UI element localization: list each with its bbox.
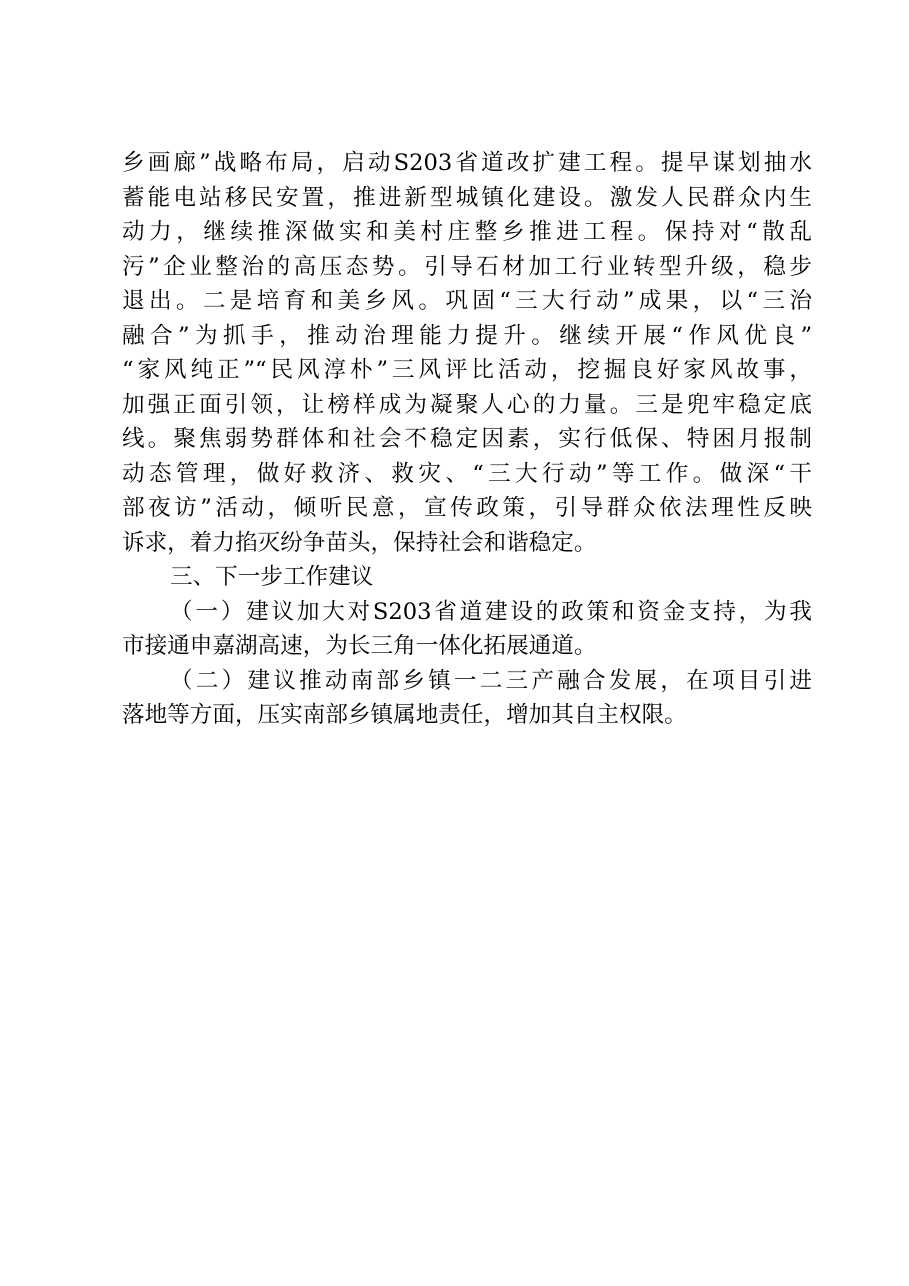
suggestion-line: 市接通申嘉湖高速，为长三角一体化拓展通道。 (122, 633, 597, 659)
paragraph-line: 乡画廊”战略布局，启动S203省道改扩建工程。提早谋划抽水 (122, 150, 812, 176)
paragraph-line: 动态管理，做好救济、救灾、“三大行动”等工作。做深“干 (122, 460, 812, 487)
document-body (122, 146, 812, 733)
paragraph-line: 部夜访”活动，倾听民意，宣传政策，引导群众依法理性反映 (122, 495, 812, 521)
paragraph-line: “家风纯正”“民风淳朴”三风评比活动，挖掘良好家风故事， (122, 357, 812, 383)
paragraph-line: 加强正面引领，让榜样成为凝聚人心的力量。三是兜牢稳定底 (122, 391, 812, 418)
paragraph-line: 退出。二是培育和美乡风。巩固“三大行动”成果，以“三治 (122, 288, 812, 314)
section-heading: 三、下一步工作建议 (170, 564, 374, 590)
paragraph-line: 线。聚焦弱势群体和社会不稳定因素，实行低保、特困月报制 (122, 426, 812, 452)
paragraph-line: 污”企业整治的高压态势。引导石材加工行业转型升级，稳步 (122, 253, 812, 280)
paragraph-line: 蓄能电站移民安置，推进新型城镇化建设。激发人民群众内生 (122, 184, 812, 211)
paragraph-line: 动力，继续推深做实和美村庄整乡推进工程。保持对“散乱 (122, 219, 812, 245)
suggestion-line: （一）建议加大对S203省道建设的政策和资金支持，为我 (170, 598, 812, 625)
paragraph-line: 诉求，着力掐灭纷争苗头，保持社会和谐稳定。 (122, 529, 597, 556)
paragraph-line: 融合”为抓手，推动治理能力提升。继续开展“作风优良” (122, 322, 812, 349)
suggestion-line: 落地等方面，压实南部乡镇属地责任，增加其自主权限。 (122, 702, 687, 728)
suggestion-line: （二）建议推动南部乡镇一二三产融合发展，在项目引进 (170, 667, 812, 694)
